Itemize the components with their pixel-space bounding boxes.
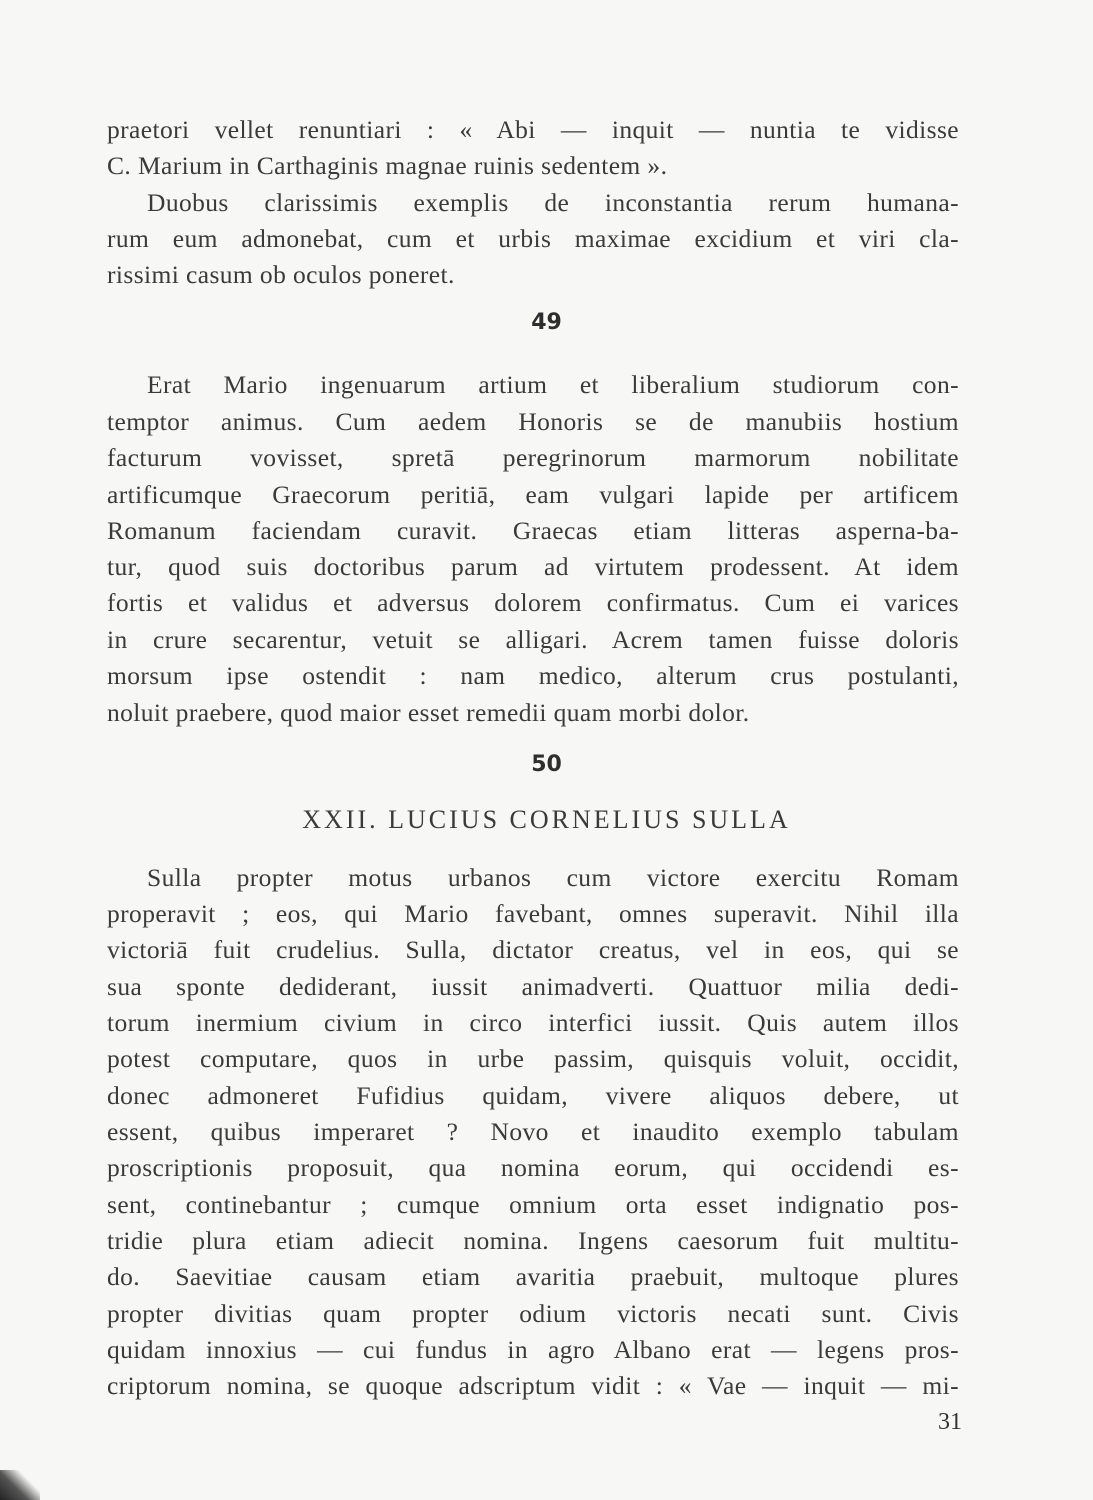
text-line: propter divitias quam propter odium victoris necati sunt. Civis xyxy=(107,1299,959,1328)
text-line: morsum ipse ostendit : nam medico, alterum crus postulanti, xyxy=(107,661,959,690)
text-line: tur, quod suis doctoribus parum ad virtutem prodessent. At idem xyxy=(107,552,959,581)
text-line: Erat Mario ingenuarum artium et liberalium studiorum con- xyxy=(147,370,959,399)
text-line: potest computare, quos in urbe passim, quisquis voluit, occidit, xyxy=(107,1044,959,1073)
text-line: fortis et validus et adversus dolorem confirmatus. Cum ei varices xyxy=(107,588,959,617)
text-line: rissimi casum ob oculos poneret. xyxy=(107,260,455,289)
text-line: criptorum nomina, se quoque adscriptum vidit : « Vae — inquit — mi- xyxy=(107,1371,959,1400)
text-line: rum eum admonebat, cum et urbis maximae excidium et viri cla- xyxy=(107,224,959,253)
text-line: temptor animus. Cum aedem Honoris se de manubiis hostium xyxy=(107,407,959,436)
text-line: do. Saevitiae causam etiam avaritia praebuit, multoque plures xyxy=(107,1262,959,1291)
text-line: Sulla propter motus urbanos cum victore exercitu Romam xyxy=(147,863,959,892)
chapter-heading: XXII. LUCIUS CORNELIUS SULLA xyxy=(302,805,791,834)
text-line: sua sponte dediderant, iussit animadverti. Quattuor milia dedi- xyxy=(107,972,959,1001)
text-line: torum inermium civium in circo interfici iussit. Quis autem illos xyxy=(107,1008,959,1037)
text-line: quidam innoxius — cui fundus in agro Albano erat — legens pros- xyxy=(107,1335,959,1364)
text-line: in crure secarentur, vetuit se alligari. Acrem tamen fuisse doloris xyxy=(107,625,959,654)
text-line: proscriptionis proposuit, qua nomina eorum, qui occidendi es- xyxy=(107,1153,959,1182)
text-line: Duobus clarissimis exemplis de inconstantia rerum humana- xyxy=(147,188,959,217)
text-line: sent, continebantur ; cumque omnium orta esset indignatio pos- xyxy=(107,1190,959,1219)
text-line: C. Marium in Carthaginis magnae ruinis sedentem ». xyxy=(107,151,668,180)
text-line: praetori vellet renuntiari : « Abi — inquit — nuntia te vidisse xyxy=(107,115,959,144)
text-line: donec admoneret Fufidius quidam, vivere aliquos debere, ut xyxy=(107,1081,959,1110)
text-line: properavit ; eos, qui Mario favebant, omnes superavit. Nihil illa xyxy=(107,899,959,928)
text-line: essent, quibus imperaret ? Novo et inaudito exemplo tabulam xyxy=(107,1117,959,1146)
section-number: 49 xyxy=(531,310,562,335)
scan-edge-shadow xyxy=(0,1470,40,1500)
text-line: noluit praebere, quod maior esset remedii quam morbi dolor. xyxy=(107,698,750,727)
page-number: 31 xyxy=(938,1409,962,1435)
text-line: facturum vovisset, spretā peregrinorum marmorum nobilitate xyxy=(107,443,959,472)
text-line: victoriā fuit crudelius. Sulla, dictator creatus, vel in eos, qui se xyxy=(107,935,959,964)
text-line: Romanum faciendam curavit. Graecas etiam litteras asperna-ba- xyxy=(107,516,959,545)
text-line: tridie plura etiam adiecit nomina. Ingens caesorum fuit multitu- xyxy=(107,1226,959,1255)
text-line: artificumque Graecorum peritiā, eam vulgari lapide per artificem xyxy=(107,480,959,509)
section-number: 50 xyxy=(531,752,562,777)
